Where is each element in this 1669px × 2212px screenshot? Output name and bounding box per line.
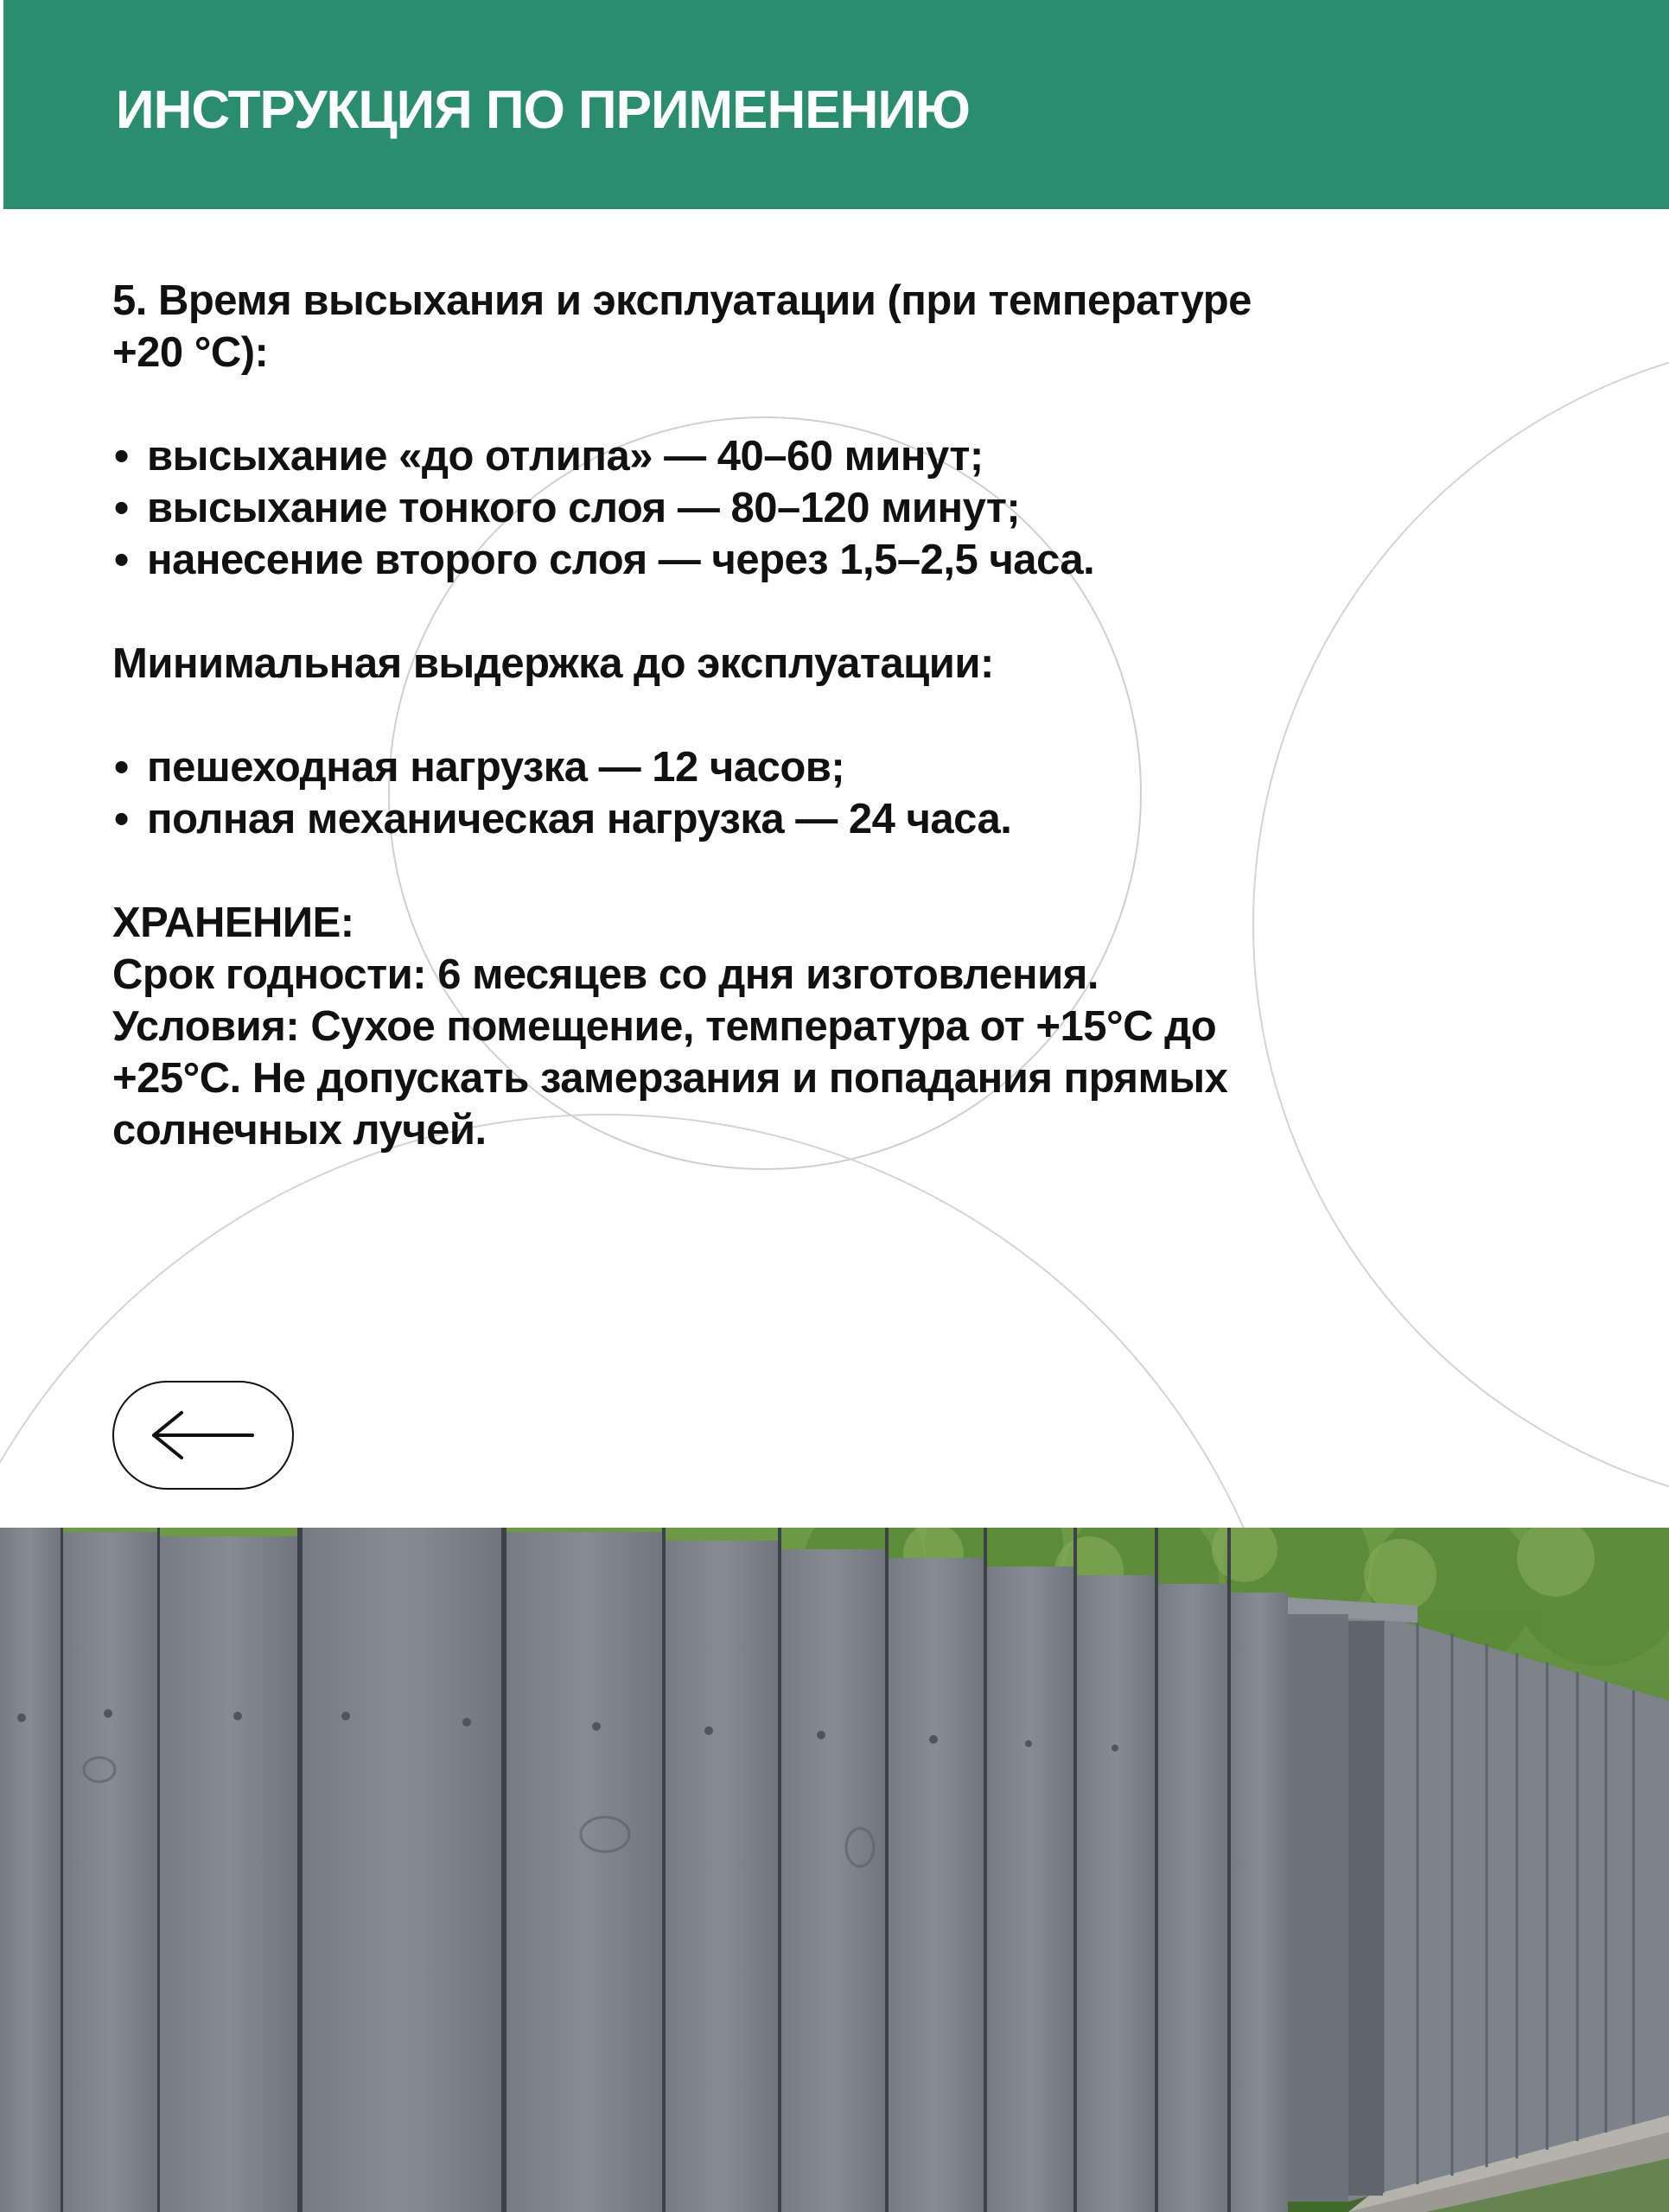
storage-conditions-line1: Условия: Сухое помещение, температура от +15°С до	[112, 1003, 1217, 1050]
storage-conditions	[112, 1001, 1530, 1156]
drying-heading-line2: +20 °С):	[112, 329, 269, 376]
list-item	[112, 741, 1530, 793]
drying-list	[112, 430, 1530, 586]
drying-heading	[112, 275, 1530, 378]
list-item	[112, 430, 1530, 482]
list-item-text: пешеходная нагрузка — 12 часов;	[147, 744, 845, 791]
storage-shelf-life: Срок годности: 6 месяцев со дня изготовления.	[112, 951, 1099, 998]
bullet: •	[114, 537, 129, 583]
list-item-text: высыхание «до отлипа» — 40–60 минут;	[147, 433, 984, 480]
fence-illustration	[0, 1528, 1669, 2212]
header-bar	[3, 0, 1669, 209]
storage-conditions-line2: +25°С. Не допускать замерзания и попадания прямых	[112, 1055, 1228, 1102]
bullet: •	[114, 796, 129, 842]
list-item	[112, 793, 1530, 845]
exposure-list	[112, 741, 1530, 845]
list-item	[112, 482, 1530, 534]
bullet: •	[114, 744, 129, 791]
list-item-text: полная механическая нагрузка — 24 часа.	[147, 796, 1012, 842]
arrow-left-icon	[147, 1409, 259, 1461]
storage-heading: ХРАНЕНИЕ:	[112, 899, 354, 946]
list-item	[112, 534, 1530, 586]
min-exposure-heading: Минимальная выдержка до эксплуатации:	[112, 640, 994, 687]
back-button[interactable]	[112, 1381, 294, 1490]
storage-conditions-line3: солнечных лучей.	[112, 1107, 487, 1154]
fence-photo	[0, 1528, 1669, 2212]
instructions-content	[112, 275, 1530, 1156]
list-item-text: нанесение второго слоя — через 1,5–2,5 часа.	[147, 537, 1095, 583]
drying-heading-line1: 5. Время высыхания и эксплуатации (при температуре	[112, 277, 1252, 324]
bullet: •	[114, 433, 129, 480]
page-title: ИНСТРУКЦИЯ ПО ПРИМЕНЕНИЮ	[116, 80, 970, 140]
bullet: •	[114, 485, 129, 531]
list-item-text: высыхание тонкого слоя — 80–120 минут;	[147, 485, 1021, 531]
